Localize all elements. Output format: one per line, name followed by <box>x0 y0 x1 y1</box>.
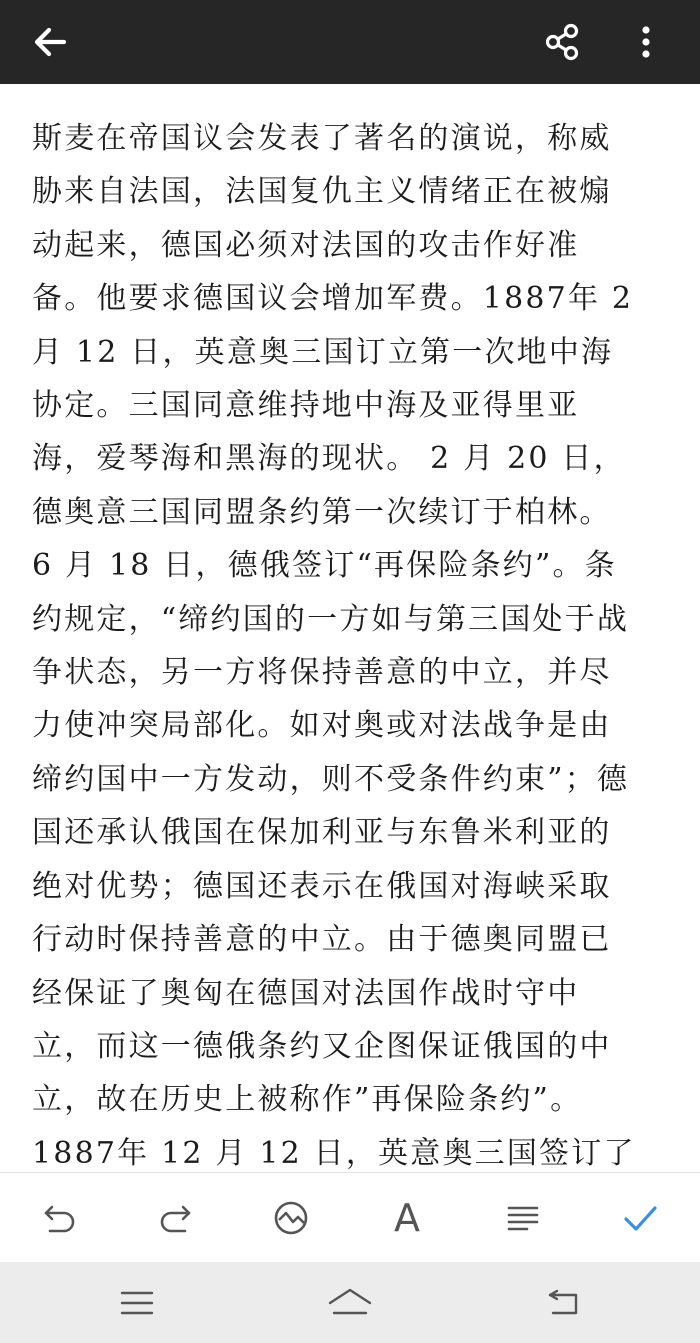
system-back-button[interactable] <box>518 1262 608 1343</box>
document-body-text[interactable]: 斯麦在帝国议会发表了著名的演说，称威 胁来自法国，法国复仇主义情绪正在被煽 动起来，德国必须对法国的攻击作好准 备。他要求德国议会增加军费。1887年 2 月 12 日，英意奥三国订立第一次地中海 协定。三国同意维持地中海及亚得里亚 海，爱琴海和黑海的现状。 2 月 20 日， 德奥意三国同盟条约第一次续订于柏林。 6 月 18 日，德俄签订“再保险条约”。条 约规定，“缔约国的一方如与第三国处于战 争状态，另一方将保持善意的中立，并尽 力使冲突局部化。如对奥或对法战争是由 缔约国中一方发动，则不受条件约束”；德 国还承认俄国在保加利亚与东鲁米利亚的 绝对优势；德国还表示在俄国对海峡采取 行动时保持善意的中立。由于德奥同盟已 经保证了奥匈在德国对法国作战时守中 立，而这一德俄条约又企图保证俄国的中 立，故在历史上被称作”再保险条约”。 1887年 12 月 12 日，英意奥三国签订了 <box>32 121 636 1171</box>
arrow-left-icon <box>30 22 70 62</box>
undo-button[interactable] <box>20 1173 100 1263</box>
font-label: A <box>394 1196 420 1240</box>
back-button[interactable] <box>10 0 90 84</box>
more-options-button[interactable] <box>606 0 686 84</box>
font-style-button[interactable] <box>367 1173 447 1263</box>
document-editor[interactable] <box>0 84 700 1172</box>
recent-apps-button[interactable] <box>92 1262 182 1343</box>
share-icon <box>542 22 582 62</box>
sticker-icon <box>271 1198 311 1238</box>
align-left-icon <box>503 1198 543 1238</box>
sticker-button[interactable] <box>251 1173 331 1263</box>
editor-toolbar <box>0 1172 700 1263</box>
share-button[interactable] <box>522 0 602 84</box>
back-return-icon <box>543 1283 583 1323</box>
check-icon <box>620 1198 660 1238</box>
menu-icon <box>117 1283 157 1323</box>
undo-icon <box>40 1198 80 1238</box>
system-navigation-bar <box>0 1262 700 1343</box>
home-icon <box>325 1283 375 1323</box>
confirm-button[interactable] <box>600 1173 680 1263</box>
redo-button[interactable] <box>135 1173 215 1263</box>
align-button[interactable] <box>483 1173 563 1263</box>
app-header <box>0 0 700 84</box>
home-button[interactable] <box>305 1262 395 1343</box>
more-vertical-icon <box>626 22 666 62</box>
redo-icon <box>155 1198 195 1238</box>
